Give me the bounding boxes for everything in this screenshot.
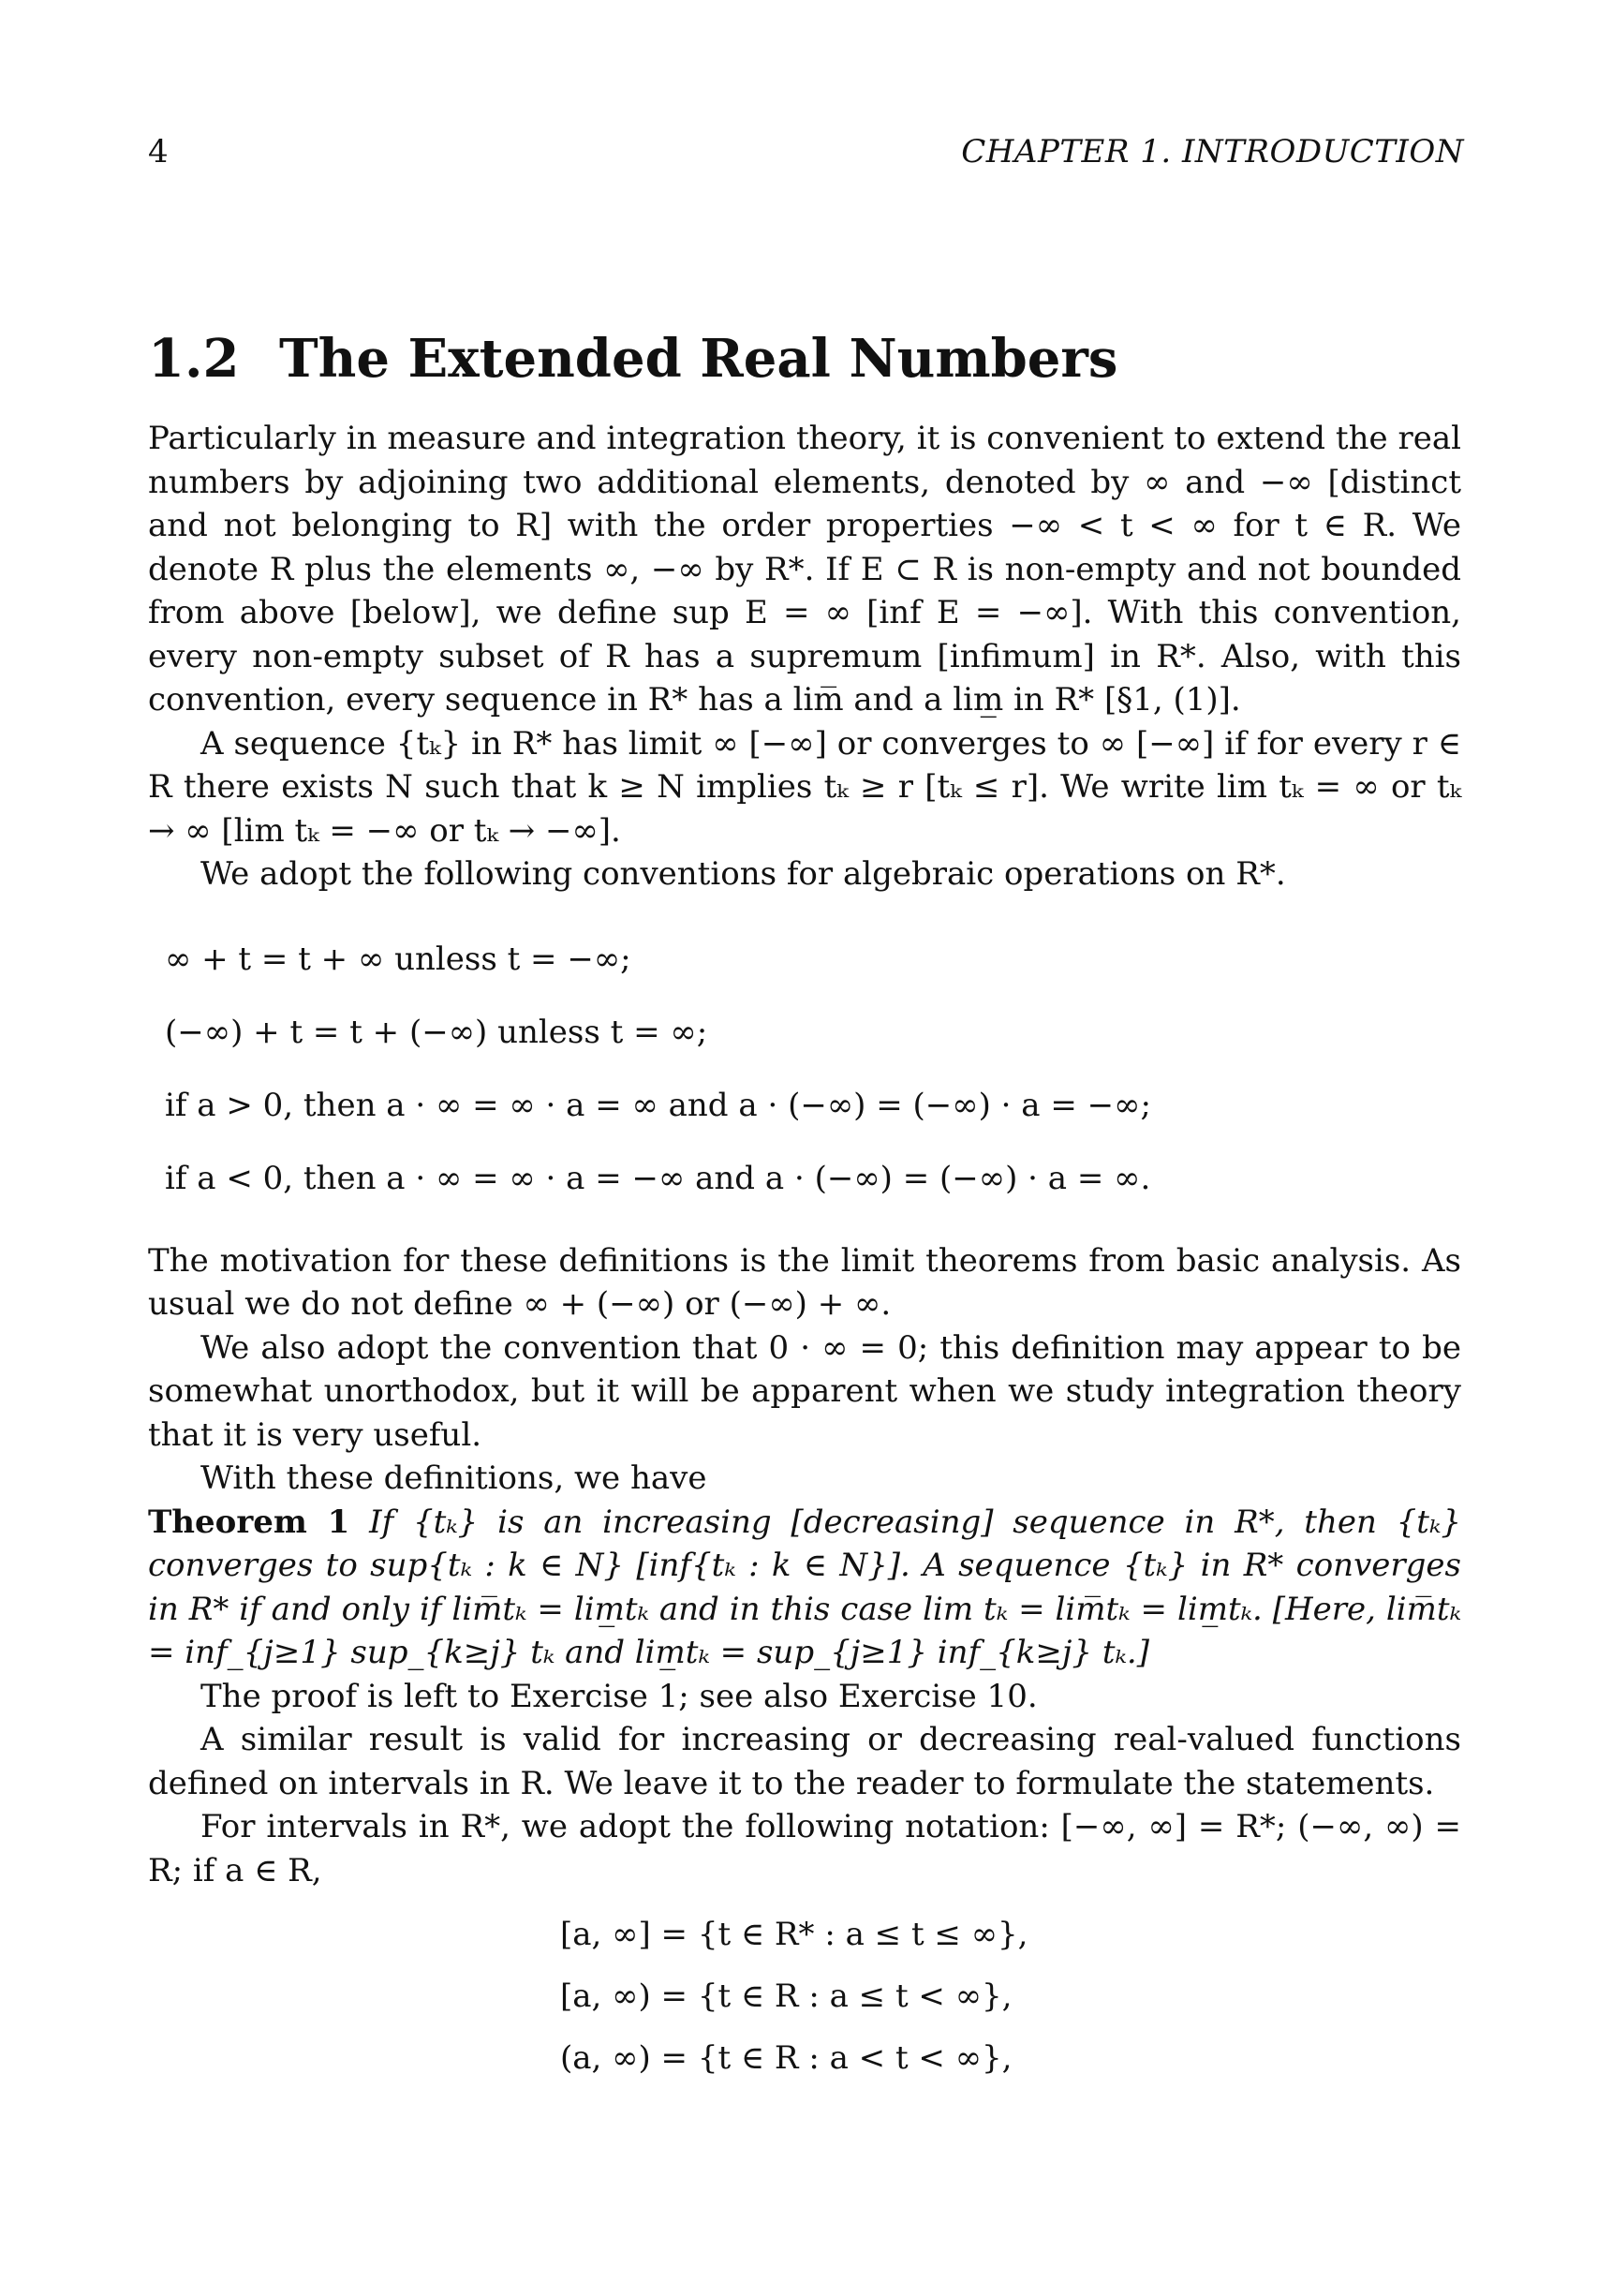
theorem-1 [148,1501,1461,1675]
convention-rule: if a < 0, then a · ∞ = ∞ · a = −∞ and a · (−∞) = (−∞) · a = ∞. [165,1159,1151,1197]
section-title [148,321,1117,396]
interval-notation [560,1903,1461,2089]
motivation-paragraph-3: With these definitions, we have [200,1459,707,1497]
closing-paragraph-2: A similar result is valid for increasing or decreasing real-valued functions defined on intervals in R. We leave it to the reader to formulate the statements. [148,1721,1461,1802]
theorem-label: Theorem 1 [148,1503,350,1541]
section-number: 1.2 [148,328,240,390]
section-title-text: The Extended Real Numbers [279,328,1118,390]
closing-paragraph-1: The proof is left to Exercise 1; see also Exercise 10. [200,1677,1038,1715]
convention-rule: ∞ + t = t + ∞ unless t = −∞; [165,940,631,978]
body-text [148,417,1461,2089]
interval-definition: [a, ∞] = {t ∈ R* : a ≤ t ≤ ∞}, [560,1916,1028,1953]
intro-paragraph-2: A sequence {tₖ} in R* has limit ∞ [−∞] or converges to ∞ [−∞] if for every r ∈ R there exists N such that k ≥ N implies tₖ ≥ r [tₖ ≤ r]. We write lim tₖ = ∞ or tₖ → ∞ [lim tₖ = −∞ or tₖ → −∞]. [148,724,1461,850]
algebraic-conventions [165,923,1461,1215]
running-head: CHAPTER 1. INTRODUCTION [961,133,1464,170]
theorem-statement: If {tₖ} is an increasing [decreasing] sequence in R*, then {tₖ} converges to sup{tₖ : k ∈ N} [inf{tₖ : k ∈ N}]. A sequence {tₖ} in R* converges in R* if and only if lim̅tₖ = lim̲tₖ and in this case lim tₖ = lim̅tₖ = lim̲tₖ. [Here, lim̅tₖ = inf_{j≥1} sup_{k≥j} tₖ and lim̲tₖ = sup_{j≥1} inf_{k≥j} tₖ.] [148,1503,1462,1671]
page-number: 4 [148,133,169,170]
intro-paragraph-3: We adopt the following conventions for algebraic operations on R*. [200,855,1286,893]
closing-paragraph-3: For intervals in R*, we adopt the following notation: [−∞, ∞] = R*; (−∞, ∞) = R; if a ∈ R, [148,1808,1461,1889]
interval-definition: (a, ∞) = {t ∈ R : a < t < ∞}, [560,2039,1013,2077]
interval-definition: [a, ∞) = {t ∈ R : a ≤ t < ∞}, [560,1978,1013,2015]
motivation-paragraph-2: We also adopt the convention that 0 · ∞ = 0; this definition may appear to be somewhat unorthodox, but it will be apparent when we study integration theory that it is very useful. [148,1328,1461,1454]
intro-paragraph-1: Particularly in measure and integration theory, it is convenient to extend the real numbers by adjoining two additional elements, denoted by ∞ and −∞ [distinct and not belonging to R] with the order properties −∞ < t < ∞ for t ∈ R. We denote R plus the elements ∞, −∞ by R*. If E ⊂ R is non-empty and not bounded from above [below], we define sup E = ∞ [inf E = −∞]. With this convention, every non-empty subset of R has a supremum [infimum] in R*. Also, with this convention, every sequence in R* has a lim̅ and a lim̲ in R* [§1, (1)]. [148,420,1461,718]
motivation-paragraph-1: The motivation for these definitions is the limit theorems from basic analysis. As usual we do not define ∞ + (−∞) or (−∞) + ∞. [148,1241,1461,1323]
convention-rule: if a > 0, then a · ∞ = ∞ · a = ∞ and a · (−∞) = (−∞) · a = −∞; [165,1086,1151,1124]
convention-rule: (−∞) + t = t + (−∞) unless t = ∞; [165,1013,708,1051]
